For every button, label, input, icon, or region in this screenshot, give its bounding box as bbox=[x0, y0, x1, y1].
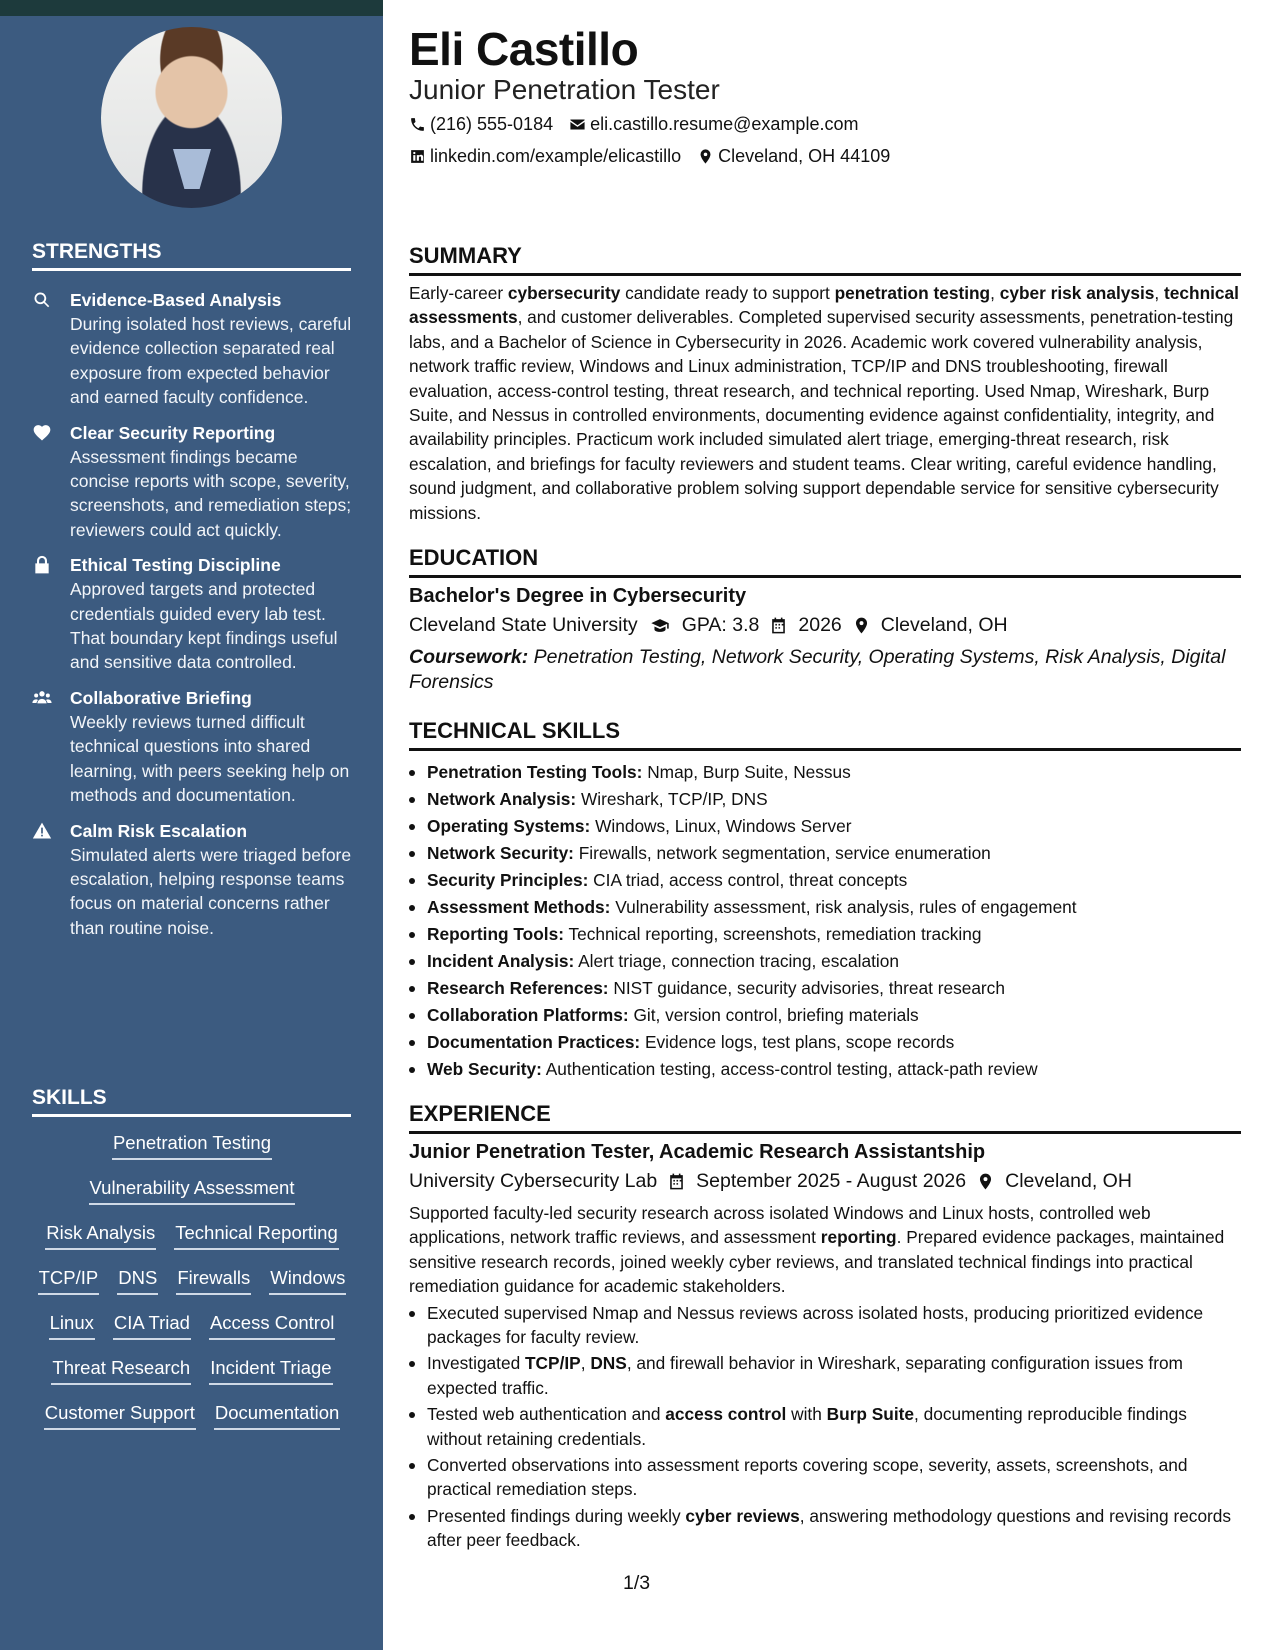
skill-tag: Access Control bbox=[209, 1310, 335, 1340]
technical-skill-item bbox=[409, 894, 1241, 921]
technical-skill-value: Authentication testing, access-control testing, attack-path review bbox=[541, 1059, 1038, 1079]
job-bullet: Executed supervised Nmap and Nessus reviews across isolated hosts, producing prioritized evidence packages for faculty review. bbox=[409, 1301, 1241, 1350]
job-bullet: Investigated TCP/IP, DNS, and firewall behavior in Wireshark, separating configuration issues from expected traffic. bbox=[409, 1351, 1241, 1400]
skill-tag: Customer Support bbox=[44, 1400, 196, 1430]
technical-skill-item bbox=[409, 1002, 1241, 1029]
strength-item bbox=[32, 288, 352, 410]
job-meta bbox=[409, 1170, 1241, 1193]
strength-title: Evidence-Based Analysis bbox=[70, 290, 282, 310]
coursework bbox=[409, 645, 1241, 695]
users-icon bbox=[32, 688, 52, 708]
strength-title: Calm Risk Escalation bbox=[70, 820, 248, 841]
job-bullet: Converted observations into assessment reports covering scope, severity, assets, screenshots, and practical remediation steps. bbox=[409, 1453, 1241, 1502]
phone-contact bbox=[409, 114, 553, 135]
skill-tag: CIA Triad bbox=[113, 1310, 191, 1340]
page-number: 1/3 bbox=[623, 1572, 651, 1594]
email-contact[interactable] bbox=[569, 114, 858, 135]
skill-tag: Threat Research bbox=[51, 1355, 191, 1385]
technical-skill-value: Alert triage, connection tracing, escalation bbox=[574, 951, 899, 971]
skill-row bbox=[32, 1220, 352, 1265]
summary-text: Early-career cybersecurity candidate ready to support penetration testing, cyber risk analysis, technical assessments, and customer deliverables. Completed supervised security assessments, penetration-testing labs, and a Bachelor of Science in Cybersecurity in 2026. Academic work covered vulnerability analysis, network traffic review, Windows and Linux administration, TCP/IP and DNS troubleshooting, firewall evaluation, access-control testing, threat research, and technical reporting. Used Nmap, Wireshark, Burp Suite, and Nessus in controlled environments, documenting evidence against confidentiality, integrity, and availability principles. Practicum work included simulated alert triage, emerging-threat research, risk escalation, and briefings for faculty reviewers and student teams. Clear writing, careful evidence handling, sound judgment, and collaborative problem solving support dependable service for sensitive cybersecurity missions. bbox=[409, 283, 1239, 523]
education-heading: EDUCATION bbox=[409, 545, 1241, 578]
technical-skill-item bbox=[409, 867, 1241, 894]
summary-heading: SUMMARY bbox=[409, 243, 1241, 276]
technical-skill-label: Research References: bbox=[427, 978, 609, 998]
strength-item bbox=[32, 686, 352, 808]
technical-skill-label: Security Principles: bbox=[427, 870, 589, 890]
technical-skills-list bbox=[409, 759, 1241, 1083]
school-name: Cleveland State University bbox=[409, 614, 638, 636]
technical-skill-item bbox=[409, 840, 1241, 867]
contact-row-1 bbox=[409, 114, 858, 135]
job-bullet: Tested web authentication and access control with Burp Suite, documenting reproducible findings without retaining credentials. bbox=[409, 1402, 1241, 1451]
strength-description: Approved targets and protected credentials guided every lab test. That boundary kept findings useful and sensitive data controlled. bbox=[70, 579, 338, 673]
skill-tag: Documentation bbox=[214, 1400, 340, 1430]
skill-row bbox=[32, 1130, 352, 1175]
education-section bbox=[409, 545, 1241, 695]
strengths-heading: STRENGTHS bbox=[32, 240, 351, 271]
linkedin-contact[interactable] bbox=[409, 146, 681, 167]
technical-skill-item bbox=[409, 921, 1241, 948]
degree-title: Bachelor's Degree in Cybersecurity bbox=[409, 585, 747, 607]
candidate-name: Eli Castillo bbox=[409, 23, 639, 75]
strength-item bbox=[32, 819, 352, 941]
location-text: Cleveland, OH 44109 bbox=[718, 146, 891, 166]
envelope-icon bbox=[569, 116, 586, 133]
education-location: Cleveland, OH bbox=[880, 614, 1008, 636]
skill-tag: Windows bbox=[269, 1265, 346, 1295]
avatar bbox=[101, 27, 282, 208]
technical-skill-label: Assessment Methods: bbox=[427, 897, 611, 917]
phone-icon bbox=[409, 116, 426, 133]
technical-skill-item bbox=[409, 1029, 1241, 1056]
strength-item bbox=[32, 553, 352, 675]
skills-list bbox=[32, 1130, 352, 1445]
job-bullet: Presented findings during weekly cyber reviews, answering methodology questions and revising records after peer feedback. bbox=[409, 1504, 1241, 1553]
technical-skill-item bbox=[409, 1056, 1241, 1083]
skill-tag: Linux bbox=[49, 1310, 95, 1340]
coursework-list: Penetration Testing, Network Security, Operating Systems, Risk Analysis, Digital Forensics bbox=[409, 646, 1226, 693]
strength-title: Clear Security Reporting bbox=[70, 422, 276, 443]
coursework-label: Coursework: bbox=[409, 646, 529, 668]
strength-description: Weekly reviews turned difficult technical questions into shared learning, with peers seeking help on methods and documentation. bbox=[70, 711, 350, 806]
skill-tag: TCP/IP bbox=[38, 1265, 100, 1295]
technical-skill-value: Windows, Linux, Windows Server bbox=[590, 816, 852, 836]
phone-text: (216) 555-0184 bbox=[430, 114, 554, 134]
sidebar bbox=[0, 0, 383, 1650]
strength-description: Assessment findings became concise reports with scope, severity, screenshots, and remediation steps; reviewers could act quickly. bbox=[70, 446, 352, 540]
sidebar-top-bar bbox=[0, 0, 383, 16]
heart-icon bbox=[32, 423, 52, 443]
technical-skill-label: Network Analysis: bbox=[427, 789, 577, 809]
job-location: Cleveland, OH bbox=[1005, 1170, 1132, 1192]
email-text[interactable]: eli.castillo.resume@example.com bbox=[590, 114, 859, 134]
graduation-cap-icon bbox=[648, 616, 672, 635]
technical-skill-item bbox=[409, 948, 1241, 975]
technical-skill-label: Operating Systems: bbox=[427, 816, 591, 836]
map-pin-icon bbox=[697, 148, 714, 165]
search-icon bbox=[32, 290, 52, 310]
skill-row bbox=[32, 1355, 352, 1400]
skill-tag: Technical Reporting bbox=[174, 1220, 338, 1250]
technical-skill-label: Documentation Practices: bbox=[427, 1032, 641, 1052]
contact-row-2 bbox=[409, 146, 890, 167]
summary-section bbox=[409, 243, 1241, 525]
skill-tag: Incident Triage bbox=[209, 1355, 332, 1385]
technical-skill-value: Wireshark, TCP/IP, DNS bbox=[576, 789, 768, 809]
candidate-role: Junior Penetration Tester bbox=[409, 74, 720, 105]
strength-title: Collaborative Briefing bbox=[70, 687, 252, 708]
skill-tag: DNS bbox=[117, 1265, 158, 1295]
skill-row bbox=[32, 1175, 352, 1220]
strength-title: Ethical Testing Discipline bbox=[70, 555, 281, 576]
technical-skills-section bbox=[409, 718, 1241, 1083]
linkedin-icon bbox=[409, 148, 426, 165]
experience-heading: EXPERIENCE bbox=[409, 1101, 1241, 1134]
technical-skill-item bbox=[409, 786, 1241, 813]
strength-item bbox=[32, 421, 352, 543]
technical-skill-label: Network Security: bbox=[427, 843, 574, 863]
strength-description: Simulated alerts were triaged before escalation, helping response teams focus on material concerns rather than routine noise. bbox=[70, 844, 352, 938]
skill-tag: Firewalls bbox=[176, 1265, 251, 1295]
experience-section bbox=[409, 1101, 1241, 1555]
technical-skill-item bbox=[409, 813, 1241, 840]
skill-tag: Vulnerability Assessment bbox=[89, 1175, 296, 1205]
job-org: University Cybersecurity Lab bbox=[409, 1170, 658, 1192]
technical-skill-value: Firewalls, network segmentation, service enumeration bbox=[573, 843, 991, 863]
technical-skill-item bbox=[409, 975, 1241, 1002]
strengths-list bbox=[32, 288, 352, 951]
skills-heading: SKILLS bbox=[32, 1086, 351, 1117]
job-bullets bbox=[409, 1301, 1241, 1553]
technical-skill-label: Incident Analysis: bbox=[427, 951, 575, 971]
calendar-icon bbox=[667, 1172, 686, 1191]
job-dates: September 2025 - August 2026 bbox=[696, 1170, 967, 1192]
technical-skill-value: Technical reporting, screenshots, remediation tracking bbox=[563, 924, 982, 944]
skill-row bbox=[32, 1400, 352, 1445]
technical-skill-label: Web Security: bbox=[427, 1059, 542, 1079]
graduation-year: 2026 bbox=[798, 614, 842, 636]
technical-skill-value: NIST guidance, security advisories, threat research bbox=[608, 978, 1005, 998]
job-title: Junior Penetration Tester, Academic Research Assistantship bbox=[409, 1141, 986, 1163]
strength-description: During isolated host reviews, careful evidence collection separated real exposure from expected behavior and earned faculty confidence. bbox=[70, 314, 352, 408]
location-contact bbox=[697, 146, 890, 167]
gpa: GPA: 3.8 bbox=[681, 614, 760, 636]
technical-skill-value: Evidence logs, test plans, scope records bbox=[640, 1032, 955, 1052]
calendar-icon bbox=[769, 616, 788, 635]
warning-icon bbox=[32, 821, 52, 841]
skill-tag: Risk Analysis bbox=[45, 1220, 156, 1250]
education-meta bbox=[409, 614, 1241, 637]
skill-row bbox=[32, 1265, 352, 1310]
technical-skill-value: Nmap, Burp Suite, Nessus bbox=[642, 762, 851, 782]
job-description: Supported faculty-led security research across isolated Windows and Linux hosts, controlled web applications, network traffic reviews, and assessment reporting. Prepared evidence packages, maintained sensitive research records, joined weekly cyber reviews, and translated technical findings into practical remediation guidance for academic stakeholders. bbox=[409, 1203, 1225, 1297]
map-pin-icon bbox=[976, 1172, 995, 1191]
technical-skills-heading: TECHNICAL SKILLS bbox=[409, 718, 1241, 751]
linkedin-text[interactable]: linkedin.com/example/elicastillo bbox=[430, 146, 682, 166]
technical-skill-value: Git, version control, briefing materials bbox=[628, 1005, 919, 1025]
technical-skill-value: Vulnerability assessment, risk analysis, rules of engagement bbox=[610, 897, 1077, 917]
technical-skill-item bbox=[409, 759, 1241, 786]
technical-skill-label: Collaboration Platforms: bbox=[427, 1005, 629, 1025]
technical-skill-label: Penetration Testing Tools: bbox=[427, 762, 643, 782]
skill-row bbox=[32, 1310, 352, 1355]
lock-icon bbox=[32, 555, 52, 575]
skill-tag: Penetration Testing bbox=[112, 1130, 272, 1160]
map-pin-icon bbox=[852, 616, 871, 635]
technical-skill-value: CIA triad, access control, threat concepts bbox=[588, 870, 908, 890]
technical-skill-label: Reporting Tools: bbox=[427, 924, 564, 944]
